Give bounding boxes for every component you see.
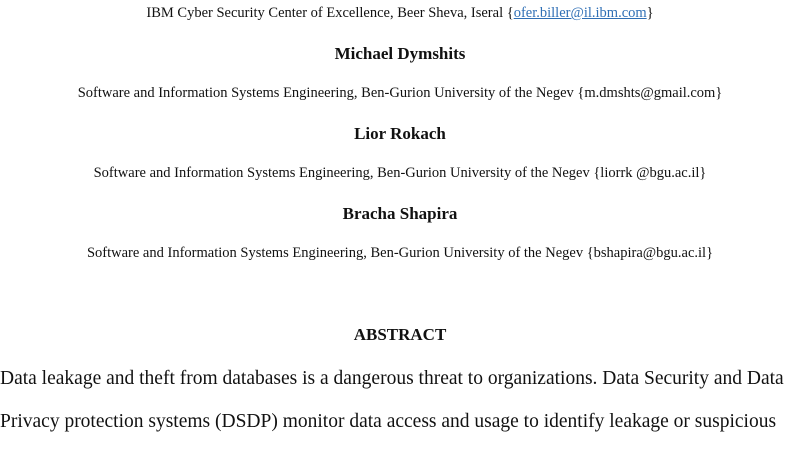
affiliation: Software and Information Systems Engineering, Ben-Gurion University of the Negev {m.dmshts@gmail.com}: [77, 85, 723, 101]
abstract-line: Privacy protection systems (DSDP) monitor data access and usage to identify leakage or suspicious: [0, 411, 777, 432]
affiliation-ibm: IBM Cyber Security Center of Excellence, Beer Sheva, Iseral {ofer.biller@il.ibm.com}: [146, 5, 654, 21]
affiliation: Software and Information Systems Engineering, Ben-Gurion University of the Negev {bshapira@bgu.ac.il}: [86, 245, 714, 261]
author-name: Michael Dymshits: [334, 44, 466, 63]
abstract-line: Data leakage and theft from databases is a dangerous threat to organizations. Data Security and Data: [0, 368, 784, 389]
abstract-heading: ABSTRACT: [353, 325, 447, 344]
author-name: Bracha Shapira: [342, 204, 458, 223]
email-link[interactable]: ofer.biller@il.ibm.com: [513, 5, 647, 21]
author-name: Lior Rokach: [354, 124, 446, 143]
affiliation: Software and Information Systems Engineering, Ben-Gurion University of the Negev {liorrk @bgu.ac.il}: [93, 165, 707, 181]
